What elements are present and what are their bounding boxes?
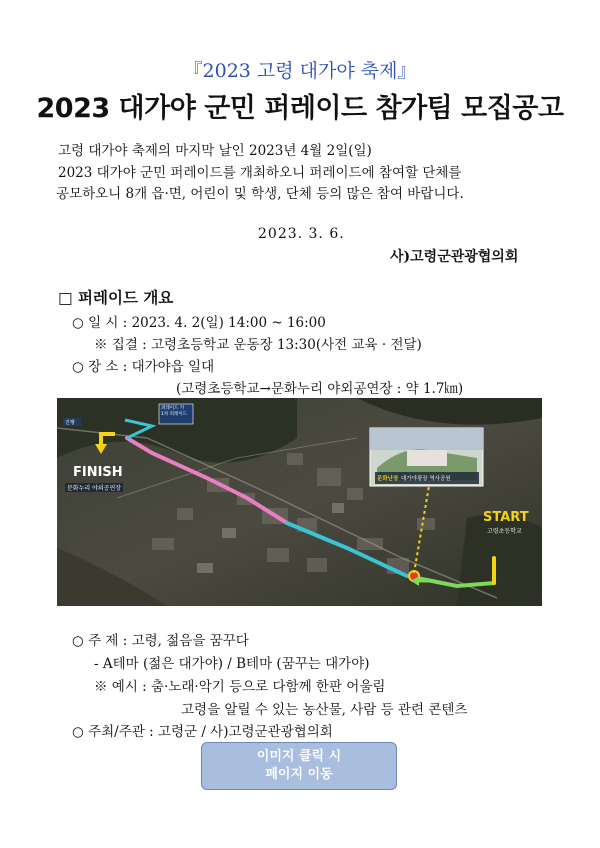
theme-sub-row: - A테마 (젊은 대가야) / B테마 (꿈꾸는 대가야): [94, 656, 370, 672]
theme-row: ○ 주 제 : 고령, 젊음을 꿈꾸다: [72, 633, 249, 649]
intro-line-3: 공모하오니 8개 읍·면, 어린이 및 학생, 단체 등의 많은 참여 바랍니다.: [56, 186, 464, 202]
announcement-date: 2023. 3. 6.: [258, 226, 345, 242]
intro-line-2: 2023 대가야 군민 퍼레이드를 개최하오니 퍼레이드에 참여할 단체를: [58, 165, 462, 181]
location-row: ○ 장 소 : 대가야읍 일대: [72, 359, 215, 375]
button-line-2: 페이지 이동: [265, 767, 333, 782]
festival-subtitle: 『2023 고령 대가야 축제』: [183, 60, 417, 82]
start-label: START: [483, 510, 529, 525]
section-heading: □ 퍼레이드 개요: [58, 288, 174, 307]
page-title: 2023 대가야 군민 퍼레이드 참가팀 모집공고: [36, 93, 564, 124]
gathering-row: ※ 집결 : 고령초등학교 운동장 13:30(사전 교육 · 전달): [94, 337, 422, 353]
intro-line-1: 고령 대가야 축제의 마지막 날인 2023년 4월 2일(일): [58, 143, 372, 159]
map-top-left-label: 진행: [65, 420, 75, 426]
page-link-button[interactable]: [201, 742, 397, 790]
route-row: (고령초등학교→문화누리 야외공연장 : 약 1.7㎞): [176, 381, 464, 397]
datetime-row: ○ 일 시 : 2023. 4. 2(일) 14:00 ~ 16:00: [72, 315, 326, 331]
example-row-2: 고령을 알릴 수 있는 농산물, 사람 등 관련 콘텐츠: [181, 702, 468, 718]
host-row: ○ 주최/주관 : 고령군 / 사)고령군관광협의회: [72, 724, 333, 740]
map-callout: 퍼레이드 카 1차 퍼레이드: [161, 406, 188, 417]
inset-caption: 대가야광장 역사공원: [401, 476, 451, 482]
organization-name: 사)고령군관광협의회: [390, 249, 519, 265]
inset-caption-highlight: 문화난장: [377, 476, 399, 482]
finish-label: FINISH: [73, 465, 123, 480]
finish-place-label: 문화누리 야외공연장: [67, 485, 122, 492]
start-place-label: 고령초등학교: [487, 528, 522, 535]
button-line-1: 이미지 클릭 시: [256, 749, 342, 764]
parade-route-map[interactable]: [57, 398, 542, 606]
example-row-1: ※ 예시 : 춤·노래·악기 등으로 다함께 한판 어울림: [94, 679, 386, 695]
